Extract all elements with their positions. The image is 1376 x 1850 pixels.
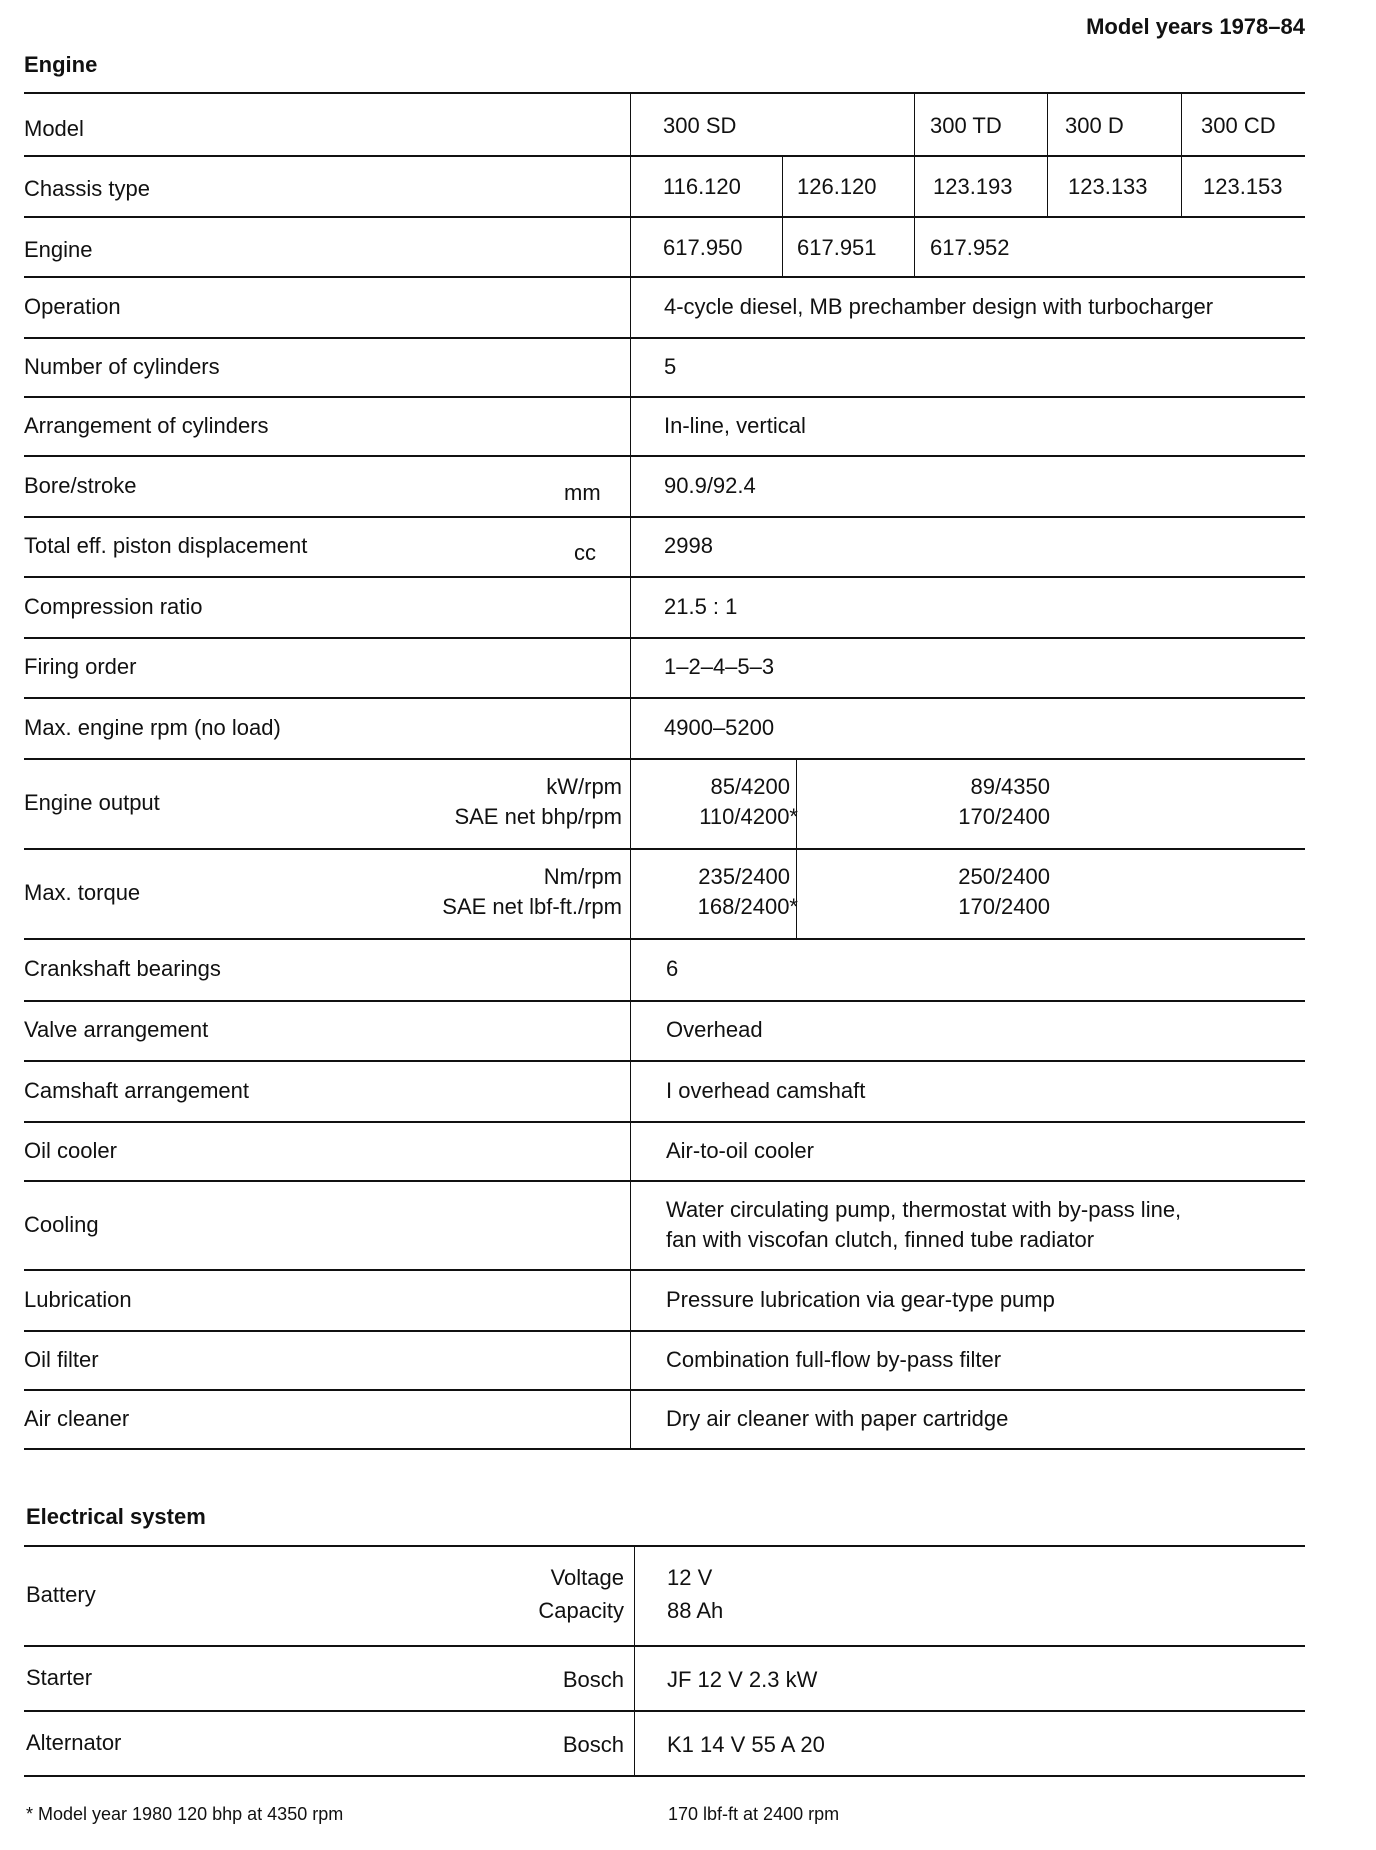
row-label: Arrangement of cylinders	[24, 412, 269, 438]
output-value: 110/4200*	[699, 804, 798, 829]
chassis-label: Chassis type	[24, 176, 150, 201]
engine-number: 617.952	[930, 235, 1010, 260]
row-value: Combination full-flow by-pass filter	[666, 1346, 1002, 1372]
row-unit: cc	[574, 540, 596, 566]
spec-row	[24, 337, 1305, 396]
spec-row	[24, 697, 1305, 758]
battery-row	[24, 1545, 1305, 1645]
model-300cd: 300 CD	[1201, 113, 1276, 138]
row-label: Alternator	[26, 1729, 122, 1755]
column-divider	[1047, 92, 1048, 216]
row-label: Operation	[24, 293, 121, 319]
spec-row	[24, 1269, 1305, 1330]
row-unit: Voltage	[550, 1565, 624, 1590]
row-unit: mm	[564, 479, 601, 505]
row-label: Total eff. piston displacement	[24, 533, 308, 558]
row-value: I overhead camshaft	[666, 1077, 866, 1103]
row-unit: kW/rpm	[546, 774, 622, 799]
model-300td: 300 TD	[930, 113, 1002, 138]
row-value: 4900–5200	[664, 714, 775, 740]
spec-row	[24, 516, 1305, 576]
model-300sd: 300 SD	[663, 113, 737, 138]
spec-row	[24, 455, 1305, 516]
footnote-left: * Model year 1980 120 bhp at 4350 rpm	[26, 1804, 344, 1824]
spec-row	[24, 1389, 1305, 1448]
row-label: Battery	[26, 1582, 96, 1607]
row-label: Bore/stroke	[24, 472, 137, 498]
row-value: fan with viscofan clutch, finned tube radiator	[666, 1227, 1095, 1252]
row-value: 4-cycle diesel, MB prechamber design with turbocharger	[664, 293, 1214, 319]
row-value: 1–2–4–5–3	[664, 654, 775, 679]
row-label: Starter	[26, 1664, 93, 1690]
row-value: Pressure lubrication via gear-type pump	[666, 1286, 1055, 1312]
engine-label: Engine	[24, 237, 93, 262]
row-label: Engine output	[24, 790, 160, 815]
model-years: Model years 1978–84	[1086, 14, 1305, 39]
row-value: In-line, vertical	[664, 412, 806, 438]
footnote-right: 170 lbf-ft at 2400 rpm	[668, 1804, 840, 1824]
column-divider	[914, 92, 915, 276]
row-value: 90.9/92.4	[664, 472, 756, 498]
divider	[24, 216, 1305, 218]
column-divider	[1181, 92, 1182, 216]
row-label: Firing order	[24, 654, 137, 679]
engine-output-row	[24, 758, 1305, 848]
row-unit: Bosch	[562, 1667, 624, 1692]
chassis-value: 123.153	[1203, 174, 1283, 199]
divider	[24, 155, 1305, 157]
column-divider	[782, 155, 783, 276]
row-label: Valve arrangement	[24, 1017, 209, 1042]
cooling-row	[24, 1180, 1305, 1269]
row-value: 12 V	[667, 1565, 713, 1590]
divider	[24, 1775, 1305, 1777]
model-300d: 300 D	[1065, 113, 1124, 138]
row-value: Overhead	[666, 1017, 763, 1042]
spec-row	[24, 576, 1305, 637]
row-label: Max. engine rpm (no load)	[24, 714, 281, 740]
spec-row	[24, 637, 1305, 697]
divider	[24, 1448, 1305, 1450]
torque-value: 250/2400	[958, 864, 1050, 889]
output-value: 85/4200	[710, 774, 790, 799]
row-label: Max. torque	[24, 880, 141, 905]
engine-number: 617.950	[663, 235, 743, 260]
electrical-heading: Electrical system	[26, 1504, 206, 1529]
row-unit: Bosch	[562, 1732, 624, 1757]
chassis-value: 126.120	[797, 174, 877, 199]
spec-row	[24, 1000, 1305, 1060]
row-value: Water circulating pump, thermostat with by-pass line,	[666, 1197, 1182, 1222]
row-value: 2998	[664, 533, 713, 558]
torque-value: 235/2400	[698, 864, 790, 889]
row-label: Lubrication	[24, 1286, 132, 1312]
row-value: 21.5 : 1	[664, 593, 738, 619]
alternator-row	[24, 1710, 1305, 1775]
spec-row	[24, 1330, 1305, 1389]
row-unit: SAE net lbf-ft./rpm	[442, 894, 622, 919]
row-value: 6	[666, 956, 679, 981]
spec-row	[24, 276, 1305, 337]
chassis-value: 116.120	[663, 174, 741, 199]
row-label: Number of cylinders	[24, 353, 220, 379]
model-label: Model	[24, 116, 84, 141]
spec-row	[24, 396, 1305, 455]
max-torque-row	[24, 848, 1305, 938]
spec-row	[24, 1060, 1305, 1121]
chassis-value: 123.193	[933, 174, 1013, 199]
row-value: 5	[664, 353, 677, 379]
row-value: 88 Ah	[667, 1598, 724, 1623]
output-value: 170/2400	[958, 804, 1050, 829]
row-label: Oil filter	[24, 1346, 99, 1372]
torque-value: 168/2400*	[697, 894, 798, 919]
row-value: Dry air cleaner with paper cartridge	[666, 1405, 1009, 1431]
row-label: Air cleaner	[24, 1405, 130, 1431]
row-label: Cooling	[24, 1211, 99, 1237]
row-label: Oil cooler	[24, 1137, 117, 1163]
row-label: Compression ratio	[24, 593, 203, 619]
spec-row	[24, 1121, 1305, 1180]
row-value: Air-to-oil cooler	[666, 1137, 814, 1163]
starter-row	[24, 1645, 1305, 1710]
engine-heading: Engine	[24, 52, 98, 77]
torque-value: 170/2400	[958, 894, 1050, 919]
divider	[24, 92, 1305, 94]
row-value: K1 14 V 55 A 20	[667, 1732, 825, 1757]
row-unit: SAE net bhp/rpm	[454, 804, 622, 829]
output-value: 89/4350	[970, 774, 1050, 799]
row-unit: Nm/rpm	[543, 864, 622, 889]
row-label: Camshaft arrangement	[24, 1077, 249, 1103]
row-value: JF 12 V 2.3 kW	[667, 1667, 818, 1692]
chassis-value: 123.133	[1068, 174, 1148, 199]
engine-number: 617.951	[797, 235, 877, 260]
row-unit: Capacity	[538, 1598, 624, 1623]
spec-row	[24, 938, 1305, 1000]
row-label: Crankshaft bearings	[24, 956, 221, 981]
